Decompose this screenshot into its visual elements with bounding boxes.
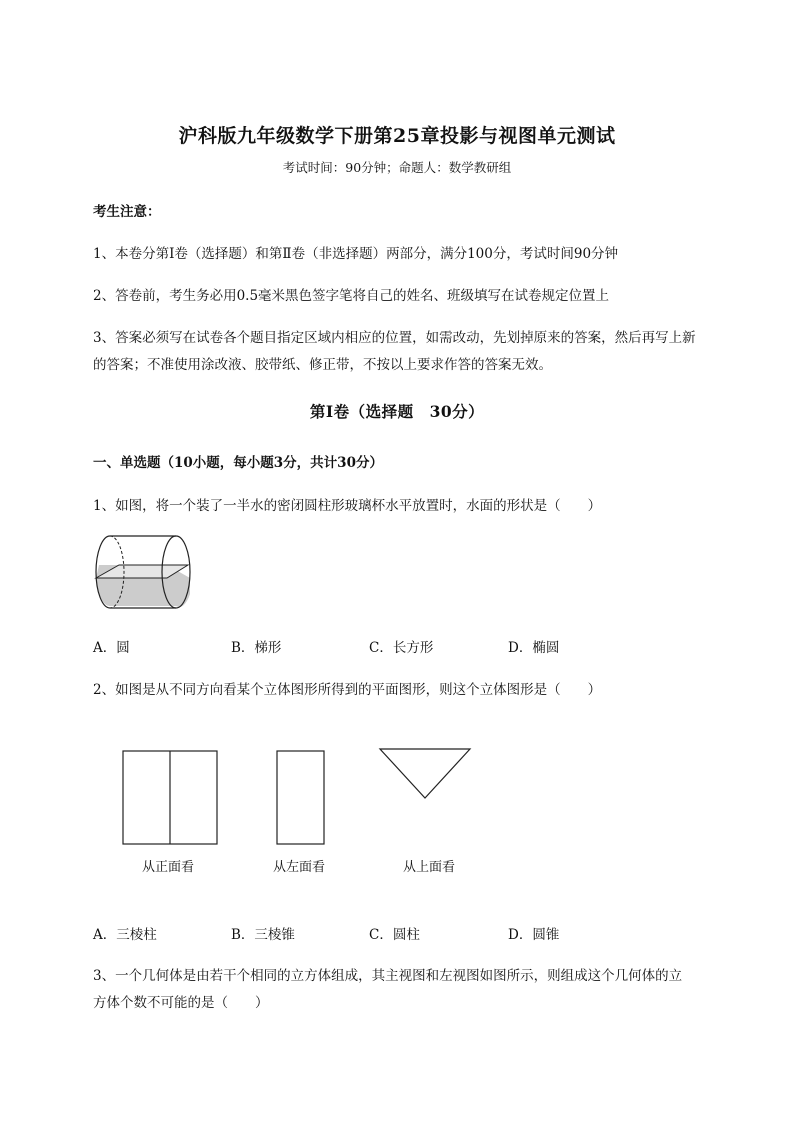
- q2-option-d[interactable]: D．圆锥: [508, 927, 560, 943]
- section-title: 第I卷（选择题 30分）: [309, 402, 485, 421]
- top-view-label: 从上面看: [402, 860, 455, 875]
- q1-option-c[interactable]: C．长方形: [369, 640, 434, 656]
- q1-option-b[interactable]: B．梯形: [231, 640, 282, 656]
- q2-option-c[interactable]: C．圆柱: [369, 927, 420, 943]
- notice-item-2: 2、答卷前，考生务必用0.5毫米黑色签字笔将自己的姓名、班级填写在试卷规定位置上: [93, 288, 610, 304]
- top-view: [380, 749, 470, 798]
- notice-item-3: 3、答案必须写在试卷各个题目指定区域内相应的位置，如需改动，先划掉原来的答案，然后再写上新: [93, 330, 696, 346]
- part-heading: 一、单选题（10小题，每小题3分，共计30分）: [93, 455, 383, 471]
- question-3-stem: 3、一个几何体是由若干个相同的立方体组成，其主视图和左视图如图所示，则组成这个几何体的立: [93, 968, 683, 984]
- q1-option-d[interactable]: D．椭圆: [508, 640, 560, 656]
- question-1-stem: 1、如图，将一个装了一半水的密闭圆柱形玻璃杯水平放置时，水面的形状是（ ）: [93, 498, 602, 514]
- front-view-label: 从正面看: [141, 860, 194, 875]
- question-3-stem-cont: 方体个数不可能的是（ ）: [93, 995, 269, 1011]
- q1-option-a[interactable]: A．圆: [93, 640, 130, 656]
- cylinder-figure: [90, 534, 200, 614]
- q2-option-b[interactable]: B．三棱锥: [231, 927, 295, 943]
- notice-item-1: 1、本卷分第I卷（选择题）和第Ⅱ卷（非选择题）两部分，满分100分，考试时间90分钟: [93, 246, 619, 262]
- q2-option-a[interactable]: A．三棱柱: [93, 927, 157, 943]
- exam-info: 考试时间：90分钟；命题人：数学教研组: [282, 160, 512, 175]
- notice-heading: 考生注意：: [93, 204, 161, 220]
- notice-item-3-cont: 的答案；不准使用涂改液、胶带纸、修正带，不按以上要求作答的答案无效。: [93, 357, 552, 373]
- page-title: 沪科版九年级数学下册第25章投影与视图单元测试: [178, 125, 616, 147]
- question-2-stem: 2、如图是从不同方向看某个立体图形所得到的平面图形，则这个立体图形是（ ）: [93, 682, 602, 698]
- three-views-figure: [120, 745, 480, 850]
- left-view: [277, 751, 324, 844]
- left-view-label: 从左面看: [272, 860, 325, 875]
